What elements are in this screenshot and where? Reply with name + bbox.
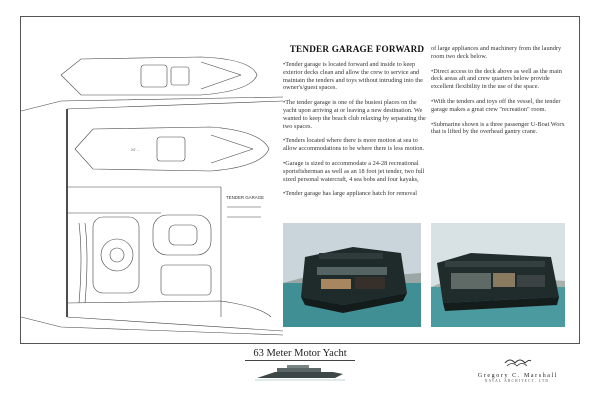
logo-name: Gregory C. Marshall <box>477 373 559 379</box>
wave-logo-icon <box>503 355 533 367</box>
paragraph: •With the tenders and toys off the vessel, the tender garage makes a great crew "recreation" room. <box>431 97 561 113</box>
footer-title: 63 Meter Motor Yacht <box>253 348 347 359</box>
text-column-right <box>431 45 569 143</box>
paragraph: •Garage is sized to accommodate a 24-28 recreational sportsfisherman as well as an 18 foot jet tender, two full sized personal watercraft, 4 sea bobs and four kayaks, <box>283 159 425 183</box>
yacht-render-photo <box>283 223 421 327</box>
text-column-left <box>283 61 431 205</box>
logo-subtitle: NAVAL ARCHITECT, LTD. <box>484 379 552 383</box>
paragraph: •Tenders located where there is more motion at sea to allow accommodations to be where there is less motion. <box>283 137 425 153</box>
tender-garage-plan <box>21 17 283 343</box>
paragraph: •The tender garage is one of the busiest places on the yacht upon arriving at or leaving a new destination. We wanted to keep the beach club relaxing by separating the two spaces. <box>283 99 426 130</box>
yacht-profile-icon <box>255 362 345 384</box>
brochure-panel <box>20 16 580 344</box>
paragraph: •Tender garage is located forward and inside to keep exterior decks clean and allow the crew to service and maintain the tenders and toys without intruding into the owner's/guest spaces. <box>283 61 423 92</box>
paragraph: of large appliances and machinery from the laundry room two deck below. <box>431 45 562 60</box>
gregory-marshall-logo <box>458 354 578 383</box>
paragraph: •Tender garage has large appliance hatch for removal <box>283 190 417 198</box>
paragraph: •Submarine shown is a three passenger U-Boat Worx that is lifted by the overhead gantry crane. <box>431 120 565 136</box>
section-heading: TENDER GARAGE FORWARD <box>289 44 425 54</box>
plan-label-boat: 24' ... <box>131 148 140 152</box>
yacht-render-photo <box>431 223 565 327</box>
plan-label-garage: TENDER GARAGE <box>226 195 265 200</box>
footer-divider <box>245 360 355 361</box>
paragraph: •Direct access to the deck above as well as the main deck areas aft and crew quarters below provide excellent flexibility in the use of the space. <box>431 67 562 91</box>
